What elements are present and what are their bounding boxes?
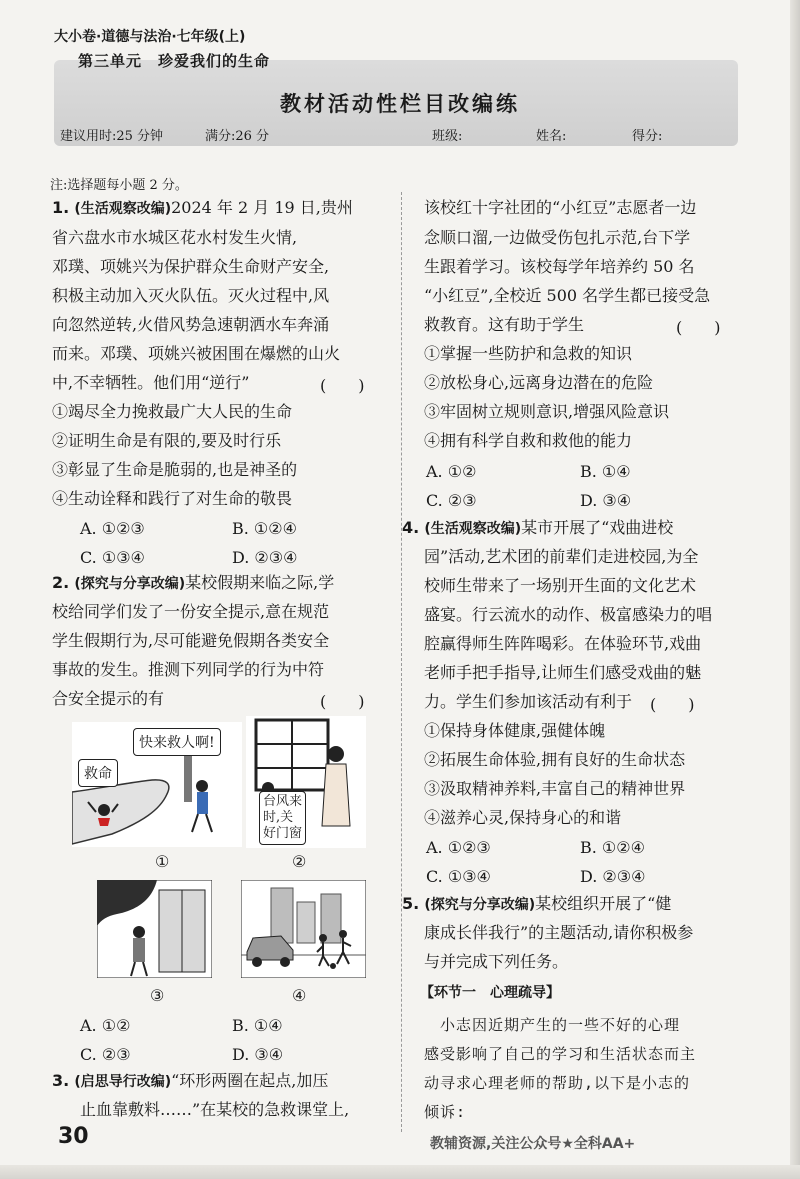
- q4-item-1: ①保持身体健康,强健体魄: [424, 721, 606, 740]
- class-label: 班级:: [432, 129, 463, 144]
- q3-item-1: ①掌握一些防护和急救的知识: [424, 344, 633, 363]
- page-edge-bottom: [0, 1165, 800, 1179]
- q2-option-c[interactable]: C. ②③: [80, 1045, 131, 1064]
- q3-line-3: 念顺口溜,一边做受伤包扎示范,台下学: [424, 228, 691, 247]
- q4-line-2: 校师生带来了一场别开生面的文化艺术: [424, 576, 697, 595]
- name-label: 姓名:: [536, 129, 567, 144]
- q3-option-a[interactable]: A. ①②: [426, 462, 477, 481]
- time-label: 建议用时:25 分钟: [60, 129, 164, 144]
- q5-hand-line-2: 感受影响了自己的学习和生活状态而主: [424, 1045, 697, 1063]
- figure-3-label: ③: [150, 986, 165, 1005]
- q2-line-1: 校给同学们发了一份安全提示,意在规范: [52, 602, 330, 621]
- figure-3-elevator-fire: [97, 880, 212, 978]
- q4-item-2: ②拓展生命体验,拥有良好的生命状态: [424, 750, 686, 769]
- q4-option-d[interactable]: D. ②③④: [580, 867, 646, 886]
- q2-number: 2.: [52, 573, 70, 592]
- q3-line-1: 止血靠敷料……”在某校的急救课堂上,: [80, 1100, 350, 1119]
- q2-tag: (探究与分享改编): [74, 576, 186, 592]
- q1-item-4: ④生动诠释和践行了对生命的敬畏: [52, 489, 293, 508]
- q1-option-b[interactable]: B. ①②④: [232, 519, 297, 538]
- q5-tag: (探究与分享改编): [424, 897, 536, 913]
- q5-hand-line-4: 倾诉:: [424, 1103, 467, 1121]
- figure-2-label: ②: [292, 852, 307, 871]
- q4-line-5: 老师手把手指导,让师生们感受戏曲的魅: [424, 663, 702, 682]
- figure-4-street-play: [241, 880, 366, 978]
- q3-item-4: ④拥有科学自救和救他的能力: [424, 431, 633, 450]
- q3-option-d[interactable]: D. ③④: [580, 491, 632, 510]
- q2-option-a[interactable]: A. ①②: [80, 1016, 131, 1035]
- q1-item-3: ③彰显了生命是脆弱的,也是神圣的: [52, 460, 298, 479]
- q2-line-4: 合安全提示的有: [52, 689, 165, 708]
- q1-option-c[interactable]: C. ①③④: [80, 548, 145, 567]
- q3-line-6: 救教育。这有助于学生: [424, 315, 585, 334]
- q3-line-4: 生跟着学习。该校每学年培养约 50 名: [424, 257, 695, 276]
- q4-option-b[interactable]: B. ①②④: [580, 838, 645, 857]
- q4-line-6: 力。学生们参加该活动有利于: [424, 692, 633, 711]
- q3-text: “环形两圈在起点,加压: [171, 1071, 329, 1090]
- q4-option-c[interactable]: C. ①③④: [426, 867, 491, 886]
- section-title: 教材活动性栏目改编练: [280, 92, 520, 116]
- q1-option-d[interactable]: D. ②③④: [232, 548, 298, 567]
- q2-option-b[interactable]: B. ①④: [232, 1016, 283, 1035]
- q1-line-0: [52, 200, 353, 216]
- q4-line-0: [402, 520, 673, 536]
- footer-watermark: 教辅资源,关注公众号★全科AA+: [430, 1136, 636, 1152]
- q1-line-3: 积极主动加入灭火队伍。灭火过程中,风: [52, 286, 330, 305]
- q2-answer-blank[interactable]: ( ): [320, 692, 365, 711]
- q5-hand-line-3: 动寻求心理老师的帮助,以下是小志的: [424, 1074, 691, 1092]
- q4-answer-blank[interactable]: ( ): [650, 695, 695, 714]
- q2-line-0: [52, 575, 334, 591]
- q2-text: 某校假期来临之际,学: [185, 573, 335, 592]
- mark-label: 得分:: [632, 129, 663, 144]
- q3-line-5: “小红豆”,全校近 500 名学生都已接受急: [424, 286, 711, 305]
- q4-item-4: ④滋养心灵,保持身心的和谐: [424, 808, 622, 827]
- q4-tag: (生活观察改编): [424, 521, 522, 537]
- q1-line-5: 而来。邓璞、项姚兴被困围在爆燃的山火: [52, 344, 341, 363]
- q1-line-6: 中,不幸牺牲。他们用“逆行”: [52, 373, 250, 392]
- figure-1-bubble-help: 快来救人啊!: [133, 728, 221, 756]
- q1-option-a[interactable]: A. ①②③: [80, 519, 145, 538]
- q5-line-2: 与并完成下列任务。: [424, 952, 569, 971]
- q5-hand-line-1: 小志因近期产生的一些不好的心理: [424, 1016, 681, 1034]
- q3-answer-blank[interactable]: ( ): [676, 318, 721, 337]
- q1-item-2: ②证明生命是有限的,要及时行乐: [52, 431, 282, 450]
- q4-line-4: 腔赢得师生阵阵喝彩。在体验环节,戏曲: [424, 634, 702, 653]
- unit-title: 第三单元 珍爱我们的生命: [78, 52, 271, 70]
- q5-line-0: [402, 896, 671, 912]
- q5-line-1: 康成长伴我行”的主题活动,请你积极参: [424, 923, 694, 942]
- note: 注:选择题每小题 2 分。: [50, 178, 188, 193]
- figure-2-bubble-line-1: 台风来: [263, 794, 303, 809]
- figure-2-bubble: [259, 791, 306, 845]
- q3-line-0: [52, 1073, 328, 1089]
- q4-item-3: ③汲取精神养料,丰富自己的精神世界: [424, 779, 686, 798]
- q3-item-2: ②放松身心,远离身边潜在的危险: [424, 373, 654, 392]
- q2-line-2: 学生假期行为,尽可能避免假期各类安全: [52, 631, 330, 650]
- q3-tag: (启思导行改编): [74, 1074, 172, 1090]
- q1-line-2: 邓璞、项姚兴为保护群众生命财产安全,: [52, 257, 330, 276]
- q2-line-3: 事故的发生。推测下列同学的行为中符: [52, 660, 325, 679]
- q1-answer-blank[interactable]: ( ): [320, 376, 365, 395]
- q5-number: 5.: [402, 894, 420, 913]
- column-divider: [401, 192, 402, 1132]
- figure-4-label: ④: [292, 986, 307, 1005]
- q3-option-b[interactable]: B. ①④: [580, 462, 631, 481]
- q1-text: 2024 年 2 月 19 日,贵州: [171, 198, 353, 217]
- book-tag: 大小卷·道德与法治·七年级(上): [54, 29, 246, 45]
- figure-1-bubble-save: 救命: [78, 759, 118, 787]
- q1-line-4: 向忽然逆转,火借风势急速朝洒水车奔涌: [52, 315, 330, 334]
- figure-2-bubble-line-3: 好门窗: [263, 826, 303, 841]
- q3-line-2: 该校红十字社团的“小红豆”志愿者一边: [424, 198, 697, 217]
- q4-line-3: 盛宴。行云流水的动作、极富感染力的唱: [424, 605, 713, 624]
- q4-text: 某市开展了“戏曲进校: [521, 518, 674, 537]
- page-number: 30: [58, 1124, 89, 1149]
- figure-2-bubble-line-2: 时,关: [263, 810, 294, 825]
- q4-number: 4.: [402, 518, 420, 537]
- q4-option-a[interactable]: A. ①②③: [426, 838, 491, 857]
- q5-stage-title: 【环节一 心理疏导】: [420, 985, 560, 1001]
- figure-1-label: ①: [155, 852, 170, 871]
- q1-line-1: 省六盘水市水城区花水村发生火情,: [52, 228, 298, 247]
- q4-line-1: 园”活动,艺术团的前辈们走进校园,为全: [424, 547, 699, 566]
- q3-option-c[interactable]: C. ②③: [426, 491, 477, 510]
- q2-option-d[interactable]: D. ③④: [232, 1045, 284, 1064]
- q1-number: 1.: [52, 198, 70, 217]
- page-edge-right: [790, 0, 800, 1179]
- q1-item-1: ①竭尽全力挽救最广大人民的生命: [52, 402, 293, 421]
- q3-number: 3.: [52, 1071, 70, 1090]
- q1-tag: (生活观察改编): [74, 201, 172, 217]
- q3-item-3: ③牢固树立规则意识,增强风险意识: [424, 402, 670, 421]
- score-label: 满分:26 分: [205, 129, 270, 144]
- q5-text: 某校组织开展了“健: [535, 894, 672, 913]
